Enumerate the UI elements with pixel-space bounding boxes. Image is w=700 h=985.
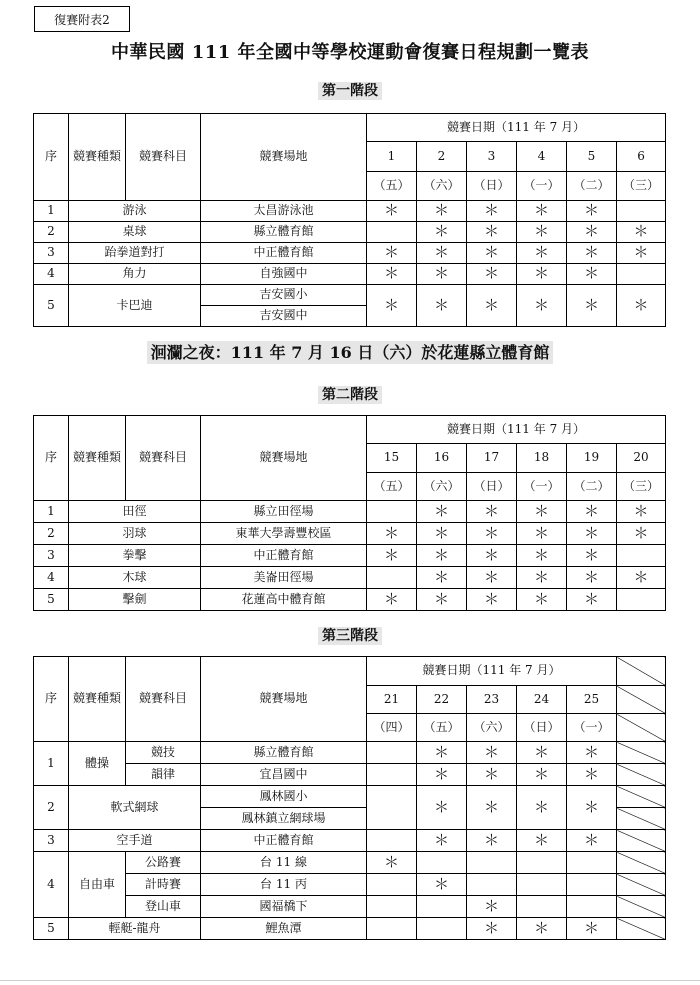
mark-cell: ＊ (617, 243, 666, 264)
venue-cell: 縣立田徑場 (201, 501, 367, 523)
venue-cell: 台 11 線 (201, 852, 367, 874)
mark-cell: ＊ (467, 896, 517, 918)
struck-cell (617, 874, 666, 896)
mark-cell: ＊ (417, 501, 467, 523)
sport-cell: 拳擊 (69, 545, 201, 567)
header-event: 競賽科目 (126, 114, 201, 201)
seq-cell: 4 (34, 264, 69, 285)
page-bottom-rule (0, 980, 700, 981)
table-row (34, 201, 666, 222)
mark-cell (367, 567, 417, 589)
mark-cell: ＊ (517, 523, 567, 545)
day-cell: 5 (567, 142, 617, 172)
day-cell: 19 (567, 444, 617, 473)
mark-cell: ＊ (367, 243, 417, 264)
sport-cell: 田徑 (69, 501, 201, 523)
seq-cell: 5 (34, 589, 69, 611)
header-type: 競賽種類 (69, 416, 126, 501)
mark-cell: ＊ (367, 852, 417, 874)
seq-cell: 4 (34, 567, 69, 589)
weekday-cell: （四） (367, 714, 417, 742)
seq-cell: 3 (34, 830, 69, 852)
venue-cell: 縣立體育館 (201, 742, 367, 764)
mark-cell (367, 222, 417, 243)
mark-cell: ＊ (567, 742, 617, 764)
day-cell: 1 (367, 142, 417, 172)
mark-cell: ＊ (567, 243, 617, 264)
mark-cell: ＊ (467, 501, 517, 523)
mark-cell (367, 786, 417, 830)
header-event: 競賽科目 (126, 416, 201, 501)
struck-cell (617, 896, 666, 918)
mark-cell: ＊ (417, 742, 467, 764)
day-cell: 17 (467, 444, 517, 473)
mark-cell: ＊ (467, 523, 517, 545)
weekday-cell: （六） (417, 473, 467, 501)
mark-cell: ＊ (417, 567, 467, 589)
weekday-cell: （六） (417, 172, 467, 201)
mark-cell: ＊ (417, 545, 467, 567)
header-venue: 競賽場地 (201, 416, 367, 501)
mark-cell: ＊ (567, 545, 617, 567)
venue-cell: 美崙田徑場 (201, 567, 367, 589)
mark-cell: ＊ (617, 222, 666, 243)
header-venue: 競賽場地 (201, 657, 367, 742)
mark-cell: ＊ (517, 918, 567, 940)
mark-cell: ＊ (567, 201, 617, 222)
struck-cell (617, 830, 666, 852)
sport-cell: 游泳 (69, 201, 201, 222)
mark-cell: ＊ (517, 201, 567, 222)
venue-cell: 東華大學壽豐校區 (201, 523, 367, 545)
mark-cell: ＊ (467, 201, 517, 222)
day-cell: 4 (517, 142, 567, 172)
venue-cell: 鯉魚潭 (201, 918, 367, 940)
weekday-cell: （日） (467, 172, 517, 201)
sport-cell: 空手道 (69, 830, 201, 852)
header-dates: 競賽日期（111 年 7 月） (367, 657, 617, 686)
header-seq: 序 (34, 657, 69, 742)
table-row (34, 896, 666, 918)
sport-cell: 體操 (69, 742, 126, 786)
seq-cell: 2 (34, 786, 69, 830)
mark-cell: ＊ (417, 830, 467, 852)
table-row (34, 764, 666, 786)
day-cell: 16 (417, 444, 467, 473)
venue-cell: 自強國中 (201, 264, 367, 285)
venue-cell: 中正體育館 (201, 243, 367, 264)
mark-cell: ＊ (467, 589, 517, 611)
mark-cell: ＊ (517, 764, 567, 786)
table-row (34, 742, 666, 764)
sport-cell: 桌球 (69, 222, 201, 243)
venue-cell: 鳳林鎮立網球場 (201, 808, 367, 830)
mark-cell: ＊ (467, 222, 517, 243)
venue-cell: 太昌游泳池 (201, 201, 367, 222)
table-row (34, 786, 666, 808)
event-cell: 韻律 (126, 764, 201, 786)
header-seq: 序 (34, 416, 69, 501)
mark-cell: ＊ (417, 222, 467, 243)
mark-cell: ＊ (567, 501, 617, 523)
mark-cell: ＊ (567, 830, 617, 852)
struck-cell (617, 918, 666, 940)
seq-cell: 5 (34, 918, 69, 940)
mark-cell: ＊ (417, 523, 467, 545)
mark-cell: ＊ (517, 742, 567, 764)
table-row (34, 567, 666, 589)
header-event: 競賽科目 (126, 657, 201, 742)
mark-cell: ＊ (617, 285, 666, 327)
table-row (34, 918, 666, 940)
mark-cell: ＊ (367, 264, 417, 285)
sport-cell: 自由車 (69, 852, 126, 918)
mark-cell: ＊ (367, 523, 417, 545)
venue-cell: 吉安國小 (201, 285, 367, 306)
mark-cell: ＊ (517, 589, 567, 611)
mark-cell (567, 874, 617, 896)
struck-cell (617, 764, 666, 786)
mark-cell: ＊ (517, 285, 567, 327)
table-row (34, 852, 666, 874)
weekday-cell: （日） (517, 714, 567, 742)
mark-cell (517, 896, 567, 918)
mark-cell: ＊ (467, 264, 517, 285)
struck-cell (617, 686, 666, 714)
seq-cell: 2 (34, 222, 69, 243)
table-row (34, 545, 666, 567)
mark-cell: ＊ (617, 501, 666, 523)
mark-cell (367, 874, 417, 896)
mark-cell (617, 545, 666, 567)
mark-cell: ＊ (417, 874, 467, 896)
venue-cell: 中正體育館 (201, 830, 367, 852)
mark-cell (467, 874, 517, 896)
mark-cell (367, 501, 417, 523)
mark-cell: ＊ (417, 264, 467, 285)
venue-cell: 縣立體育館 (201, 222, 367, 243)
stage3-heading: 第三階段 (0, 625, 700, 645)
mark-cell: ＊ (467, 567, 517, 589)
mark-cell (367, 764, 417, 786)
mark-cell: ＊ (567, 764, 617, 786)
mark-cell: ＊ (567, 786, 617, 830)
event-cell: 競技 (126, 742, 201, 764)
header-seq: 序 (34, 114, 69, 201)
seq-cell: 5 (34, 285, 69, 327)
day-cell: 6 (617, 142, 666, 172)
table-row (34, 830, 666, 852)
mark-cell: ＊ (517, 830, 567, 852)
venue-cell: 國福橋下 (201, 896, 367, 918)
sport-cell: 木球 (69, 567, 201, 589)
event-cell: 公路賽 (126, 852, 201, 874)
weekday-cell: （三） (617, 473, 666, 501)
mark-cell: ＊ (417, 589, 467, 611)
table-row (34, 501, 666, 523)
mark-cell: ＊ (567, 523, 617, 545)
day-cell: 20 (617, 444, 666, 473)
venue-cell: 鳳林國小 (201, 786, 367, 808)
seq-cell: 2 (34, 523, 69, 545)
day-cell: 21 (367, 686, 417, 714)
mark-cell: ＊ (467, 742, 517, 764)
weekday-cell: （三） (617, 172, 666, 201)
mark-cell: ＊ (417, 201, 467, 222)
mark-cell: ＊ (617, 567, 666, 589)
mark-cell (417, 852, 467, 874)
day-cell: 15 (367, 444, 417, 473)
mark-cell: ＊ (467, 764, 517, 786)
mark-cell: ＊ (367, 589, 417, 611)
mark-cell (617, 201, 666, 222)
mark-cell (367, 742, 417, 764)
appendix-tag: 復賽附表2 (34, 6, 130, 32)
weekday-cell: （二） (567, 473, 617, 501)
table-row (34, 523, 666, 545)
sport-cell: 軟式網球 (69, 786, 201, 830)
struck-cell (617, 808, 666, 830)
mark-cell: ＊ (517, 501, 567, 523)
venue-cell: 中正體育館 (201, 545, 367, 567)
weekday-cell: （一） (517, 172, 567, 201)
sport-cell: 跆拳道對打 (69, 243, 201, 264)
venue-cell: 宜昌國中 (201, 764, 367, 786)
mark-cell: ＊ (517, 222, 567, 243)
mark-cell: ＊ (367, 285, 417, 327)
mark-cell (417, 896, 467, 918)
mark-cell (417, 918, 467, 940)
mark-cell (517, 852, 567, 874)
mark-cell: ＊ (467, 830, 517, 852)
header-dates: 競賽日期（111 年 7 月） (367, 416, 666, 444)
mark-cell: ＊ (567, 285, 617, 327)
struck-cell (617, 852, 666, 874)
stage2-heading: 第二階段 (0, 384, 700, 404)
mark-cell: ＊ (567, 264, 617, 285)
table-row (34, 222, 666, 243)
venue-cell: 台 11 丙 (201, 874, 367, 896)
struck-cell (617, 714, 666, 742)
day-cell: 3 (467, 142, 517, 172)
day-cell: 18 (517, 444, 567, 473)
day-cell: 24 (517, 686, 567, 714)
stage1-heading: 第一階段 (0, 80, 700, 100)
seq-cell: 3 (34, 243, 69, 264)
mark-cell (517, 874, 567, 896)
stage3-table (33, 656, 666, 940)
event-cell: 登山車 (126, 896, 201, 918)
mark-cell: ＊ (517, 264, 567, 285)
mark-cell: ＊ (367, 545, 417, 567)
table-row (34, 243, 666, 264)
mark-cell: ＊ (517, 545, 567, 567)
seq-cell: 1 (34, 742, 69, 786)
venue-cell: 花蓮高中體育館 (201, 589, 367, 611)
weekday-cell: （六） (467, 714, 517, 742)
weekday-cell: （日） (467, 473, 517, 501)
seq-cell: 3 (34, 545, 69, 567)
sport-cell: 輕艇-龍舟 (69, 918, 201, 940)
mark-cell: ＊ (467, 786, 517, 830)
seq-cell: 1 (34, 201, 69, 222)
mark-cell: ＊ (567, 222, 617, 243)
struck-cell (617, 742, 666, 764)
seq-cell: 1 (34, 501, 69, 523)
stage1-table (33, 113, 666, 327)
seq-cell: 4 (34, 852, 69, 918)
mark-cell: ＊ (617, 523, 666, 545)
table-row (34, 264, 666, 285)
mark-cell: ＊ (417, 243, 467, 264)
stage2-table (33, 415, 666, 611)
mark-cell: ＊ (417, 786, 467, 830)
header-type: 競賽種類 (69, 114, 126, 201)
weekday-cell: （二） (567, 172, 617, 201)
day-cell: 23 (467, 686, 517, 714)
header-venue: 競賽場地 (201, 114, 367, 201)
mark-cell: ＊ (367, 201, 417, 222)
sport-cell: 卡巴迪 (69, 285, 201, 327)
mark-cell: ＊ (467, 285, 517, 327)
document-title: 中華民國 111 年全國中等學校運動會復賽日程規劃一覽表 (110, 42, 590, 63)
struck-cell (617, 657, 666, 686)
weekday-cell: （一） (567, 714, 617, 742)
sport-cell: 角力 (69, 264, 201, 285)
mark-cell (617, 264, 666, 285)
mark-cell: ＊ (517, 243, 567, 264)
mark-cell (567, 896, 617, 918)
weekday-cell: （一） (517, 473, 567, 501)
mark-cell: ＊ (517, 567, 567, 589)
mark-cell (367, 830, 417, 852)
struck-cell (617, 786, 666, 808)
mark-cell (367, 896, 417, 918)
mark-cell: ＊ (567, 918, 617, 940)
mark-cell: ＊ (517, 786, 567, 830)
festival-night-note: 洄瀾之夜：111 年 7 月 16 日（六）於花蓮縣立體育館 (0, 340, 700, 363)
table-row (34, 285, 666, 306)
header-dates: 競賽日期（111 年 7 月） (367, 114, 666, 142)
weekday-cell: （五） (367, 473, 417, 501)
mark-cell: ＊ (467, 918, 517, 940)
header-type: 競賽種類 (69, 657, 126, 742)
day-cell: 2 (417, 142, 467, 172)
mark-cell: ＊ (417, 285, 467, 327)
mark-cell: ＊ (467, 545, 517, 567)
day-cell: 25 (567, 686, 617, 714)
event-cell: 計時賽 (126, 874, 201, 896)
mark-cell (367, 918, 417, 940)
venue-cell: 吉安國中 (201, 306, 367, 327)
day-cell: 22 (417, 686, 467, 714)
sport-cell: 擊劍 (69, 589, 201, 611)
weekday-cell: （五） (417, 714, 467, 742)
mark-cell: ＊ (467, 243, 517, 264)
table-row (34, 589, 666, 611)
mark-cell (467, 852, 517, 874)
table-row (34, 874, 666, 896)
mark-cell (567, 852, 617, 874)
mark-cell: ＊ (567, 567, 617, 589)
weekday-cell: （五） (367, 172, 417, 201)
mark-cell: ＊ (417, 764, 467, 786)
sport-cell: 羽球 (69, 523, 201, 545)
mark-cell (617, 589, 666, 611)
mark-cell: ＊ (567, 589, 617, 611)
